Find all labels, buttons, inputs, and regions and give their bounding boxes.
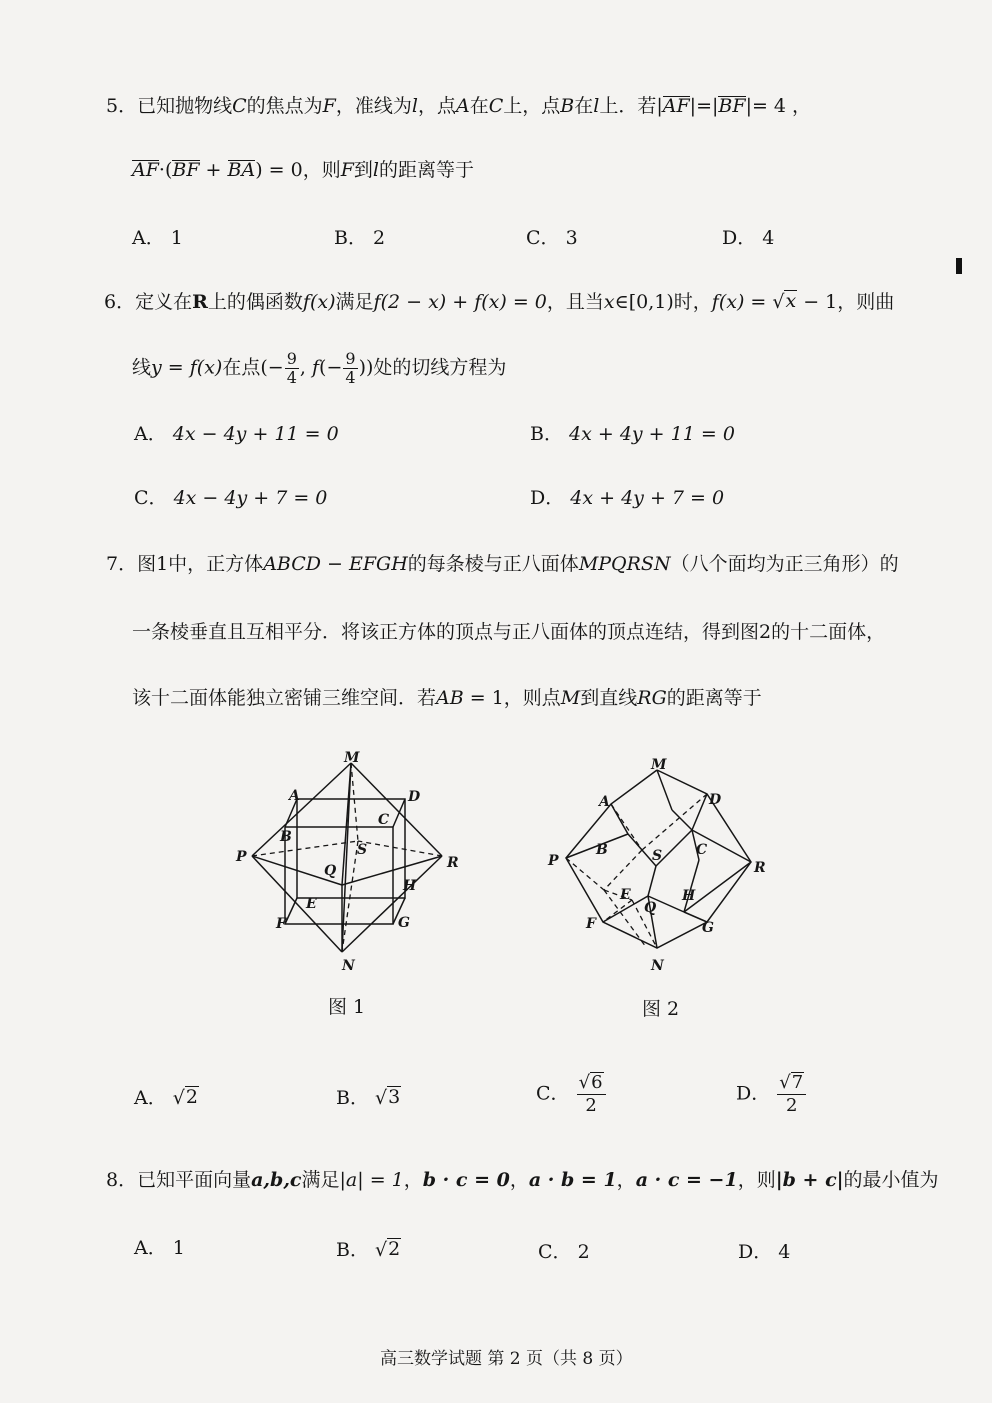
fig2-label-s: S bbox=[652, 848, 663, 864]
q6-option-a[interactable]: A． 4x − 4y + 11 = 0 bbox=[134, 423, 339, 445]
fig2-label-b: B bbox=[596, 842, 608, 858]
q8-option-d[interactable]: D． 4 bbox=[738, 1241, 791, 1263]
q6-option-c[interactable]: C． 4x − 4y + 7 = 0 bbox=[134, 487, 328, 509]
q7-line3: 该十二面体能独立密铺三维空间．若AB = 1，则点M到直线RG的距离等于 bbox=[132, 687, 762, 709]
fig1-label-a: A bbox=[289, 788, 300, 804]
q5-option-d[interactable]: D． 4 bbox=[722, 227, 775, 249]
fig1-label-c: C bbox=[378, 812, 390, 828]
q7-line1: 7．图1中，正方体ABCD − EFGH的每条棱与正八面体MPQRSN（八个面均为正三角形）的 bbox=[106, 553, 899, 575]
fig1-label-m: M bbox=[344, 750, 360, 766]
figure-2-dodecahedron bbox=[544, 752, 776, 980]
q8-option-b[interactable]: B． √ 2 bbox=[336, 1238, 401, 1261]
fig2-label-h: H bbox=[682, 888, 696, 904]
q7-line2: 一条棱垂直且互相平分．将该正方体的顶点与正八面体的顶点连结，得到图2的十二面体， bbox=[132, 621, 886, 643]
fig1-label-r: R bbox=[447, 855, 459, 871]
fig1-label-n: N bbox=[342, 958, 355, 974]
fig1-label-q: Q bbox=[324, 863, 337, 879]
fig2-label-p: P bbox=[548, 853, 559, 869]
fig1-label-e: E bbox=[306, 896, 317, 912]
fig2-label-f: F bbox=[586, 916, 596, 932]
figure-1-caption: 图 1 bbox=[328, 996, 366, 1018]
fig2-label-g: G bbox=[702, 920, 714, 936]
figure-1-octahedron-cube bbox=[230, 746, 470, 978]
fig2-label-e: E bbox=[620, 887, 631, 903]
margin-mark bbox=[956, 258, 962, 274]
q8-option-c[interactable]: C． 2 bbox=[538, 1241, 590, 1263]
q5-option-a[interactable]: A． 1 bbox=[132, 227, 183, 249]
q7-option-c[interactable]: C． √ 6 2 bbox=[536, 1072, 607, 1117]
q7-option-a[interactable]: A． √ 2 bbox=[134, 1086, 198, 1109]
fig1-label-b: B bbox=[280, 829, 292, 845]
fig2-label-q: Q bbox=[644, 900, 657, 916]
q6-line1: 6．定义在R上的偶函数f(x)满足f(2 − x) + f(x) = 0，且当x∈[0,1)时，f(x) = √ x − 1，则曲 bbox=[104, 290, 895, 313]
fig1-label-s: S bbox=[357, 842, 368, 858]
fig2-label-a: A bbox=[599, 794, 610, 810]
fig2-label-r: R bbox=[754, 860, 766, 876]
q6-option-d[interactable]: D． 4x + 4y + 7 = 0 bbox=[530, 487, 725, 509]
page-footer: 高三数学试题 第 2 页（共 8 页） bbox=[380, 1349, 633, 1369]
fig1-label-g: G bbox=[398, 915, 410, 931]
q5-line2: AF·(BF + BA) = 0，则F到l的距离等于 bbox=[132, 159, 475, 181]
fig1-label-d: D bbox=[408, 789, 421, 805]
fig2-label-d: D bbox=[709, 792, 722, 808]
q5-option-b[interactable]: B． 2 bbox=[334, 227, 386, 249]
q8-line1: 8．已知平面向量a,b,c满足|a| = 1，b · c = 0，a · b = 1，a · c = −1，则|b + c|的最小值为 bbox=[106, 1169, 939, 1191]
fig1-label-f: F bbox=[276, 916, 286, 932]
q5-line1: 5．已知抛物线C的焦点为F，准线为l，点A在C上，点B在l上．若|AF|=|BF|= 4 ， bbox=[106, 95, 812, 117]
q8-option-a[interactable]: A． 1 bbox=[134, 1237, 185, 1259]
q5-option-c[interactable]: C． 3 bbox=[526, 227, 578, 249]
fig2-label-m: M bbox=[651, 757, 667, 773]
q6-line2: 线y = f(x)在点(− $\frac{9}{4}$ , f(− $\frac{9}{4}$ ))处的切线方程为 bbox=[132, 349, 507, 387]
fig1-label-p: P bbox=[236, 849, 247, 865]
fig2-label-c: C bbox=[696, 842, 708, 858]
figure-2-caption: 图 2 bbox=[642, 998, 680, 1020]
fig2-label-n: N bbox=[651, 958, 664, 974]
fig1-label-h: H bbox=[403, 878, 417, 894]
q6-option-b[interactable]: B． 4x + 4y + 11 = 0 bbox=[530, 423, 735, 445]
q7-option-b[interactable]: B． √ 3 bbox=[336, 1086, 401, 1109]
q7-option-d[interactable]: D． √ 7 2 bbox=[736, 1072, 807, 1117]
